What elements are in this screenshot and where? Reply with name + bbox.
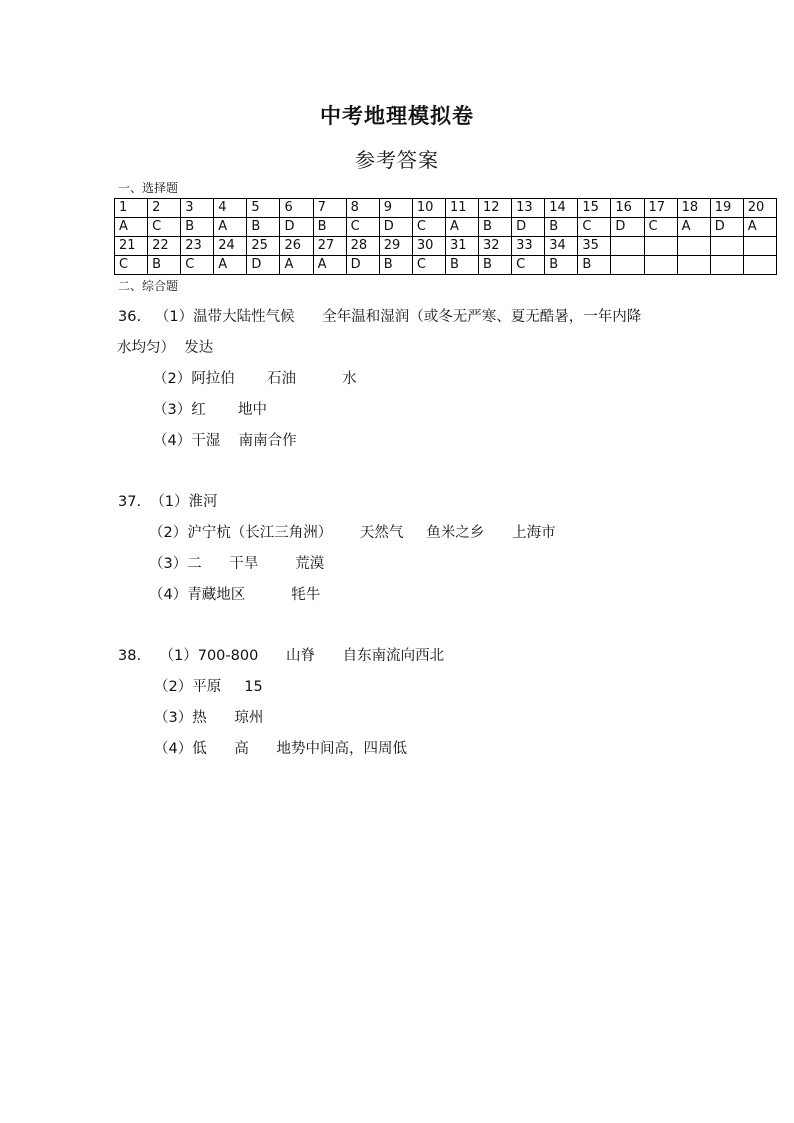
answer-cell bbox=[743, 256, 776, 275]
question-number-cell: 9 bbox=[379, 199, 412, 218]
section-multiple-choice-label: 一、选择题 bbox=[118, 181, 179, 195]
question-number-cell bbox=[677, 237, 710, 256]
answer-cell: A bbox=[743, 218, 776, 237]
question-number-cell: 7 bbox=[313, 199, 346, 218]
answer-cell bbox=[710, 256, 743, 275]
answer-cell: B bbox=[181, 218, 214, 237]
question-number-cell: 33 bbox=[512, 237, 545, 256]
answer-cell: C bbox=[578, 218, 611, 237]
answer-cell: A bbox=[214, 256, 247, 275]
answer-cell: B bbox=[479, 256, 512, 275]
question-number-cell: 14 bbox=[545, 199, 578, 218]
answer-cell: B bbox=[313, 218, 346, 237]
answer-cell bbox=[677, 256, 710, 275]
answer-cell: D bbox=[611, 218, 644, 237]
question-number-cell: 6 bbox=[280, 199, 313, 218]
answer-cell: C bbox=[181, 256, 214, 275]
answer-cell: A bbox=[313, 256, 346, 275]
page-subtitle: 参考答案 bbox=[355, 148, 439, 172]
answer-cell: A bbox=[115, 218, 148, 237]
answer-cell: C bbox=[512, 256, 545, 275]
answer-cell: B bbox=[545, 256, 578, 275]
q37-line-1: 37. （1）淮河 bbox=[118, 494, 218, 510]
answer-cell: A bbox=[445, 218, 478, 237]
q36-answer-2: （2）阿拉伯 石油 水 bbox=[153, 371, 357, 387]
answer-table bbox=[114, 198, 777, 275]
q37-answer-2: （2）沪宁杭（长江三角洲） 天然气 鱼米之乡 上海市 bbox=[149, 525, 556, 541]
q37-answer-4: （4）青藏地区 牦牛 bbox=[149, 587, 321, 603]
question-number-row bbox=[115, 237, 777, 256]
question-number-cell: 5 bbox=[247, 199, 280, 218]
answer-cell: C bbox=[644, 218, 677, 237]
answer-cell: B bbox=[545, 218, 578, 237]
q36-answer-3: （3）红 地中 bbox=[153, 402, 267, 418]
question-number-cell: 35 bbox=[578, 237, 611, 256]
answer-cell: C bbox=[148, 218, 181, 237]
question-number-cell: 31 bbox=[445, 237, 478, 256]
question-number-cell: 4 bbox=[214, 199, 247, 218]
question-number-cell: 3 bbox=[181, 199, 214, 218]
q36-answer-4: （4）干湿 南南合作 bbox=[153, 433, 297, 449]
question-number-cell: 15 bbox=[578, 199, 611, 218]
q36-line-2: 水均匀） 发达 bbox=[117, 340, 214, 356]
question-number-cell: 2 bbox=[148, 199, 181, 218]
q37-answer-3: （3）二 干旱 荒漠 bbox=[149, 556, 325, 572]
answer-cell: B bbox=[445, 256, 478, 275]
answer-cell: C bbox=[412, 256, 445, 275]
answer-cell: B bbox=[247, 218, 280, 237]
question-number-cell: 21 bbox=[115, 237, 148, 256]
question-number-cell: 20 bbox=[743, 199, 776, 218]
question-number-cell: 1 bbox=[115, 199, 148, 218]
question-number-cell: 22 bbox=[148, 237, 181, 256]
q38-answer-3: （3）热 琼州 bbox=[154, 710, 264, 726]
answer-cell: D bbox=[247, 256, 280, 275]
question-number-cell bbox=[743, 237, 776, 256]
question-number-cell: 17 bbox=[644, 199, 677, 218]
question-number-cell bbox=[611, 237, 644, 256]
answer-cell: C bbox=[115, 256, 148, 275]
answer-cell: B bbox=[479, 218, 512, 237]
question-number-cell: 19 bbox=[710, 199, 743, 218]
q38-answer-2: （2）平原 15 bbox=[154, 679, 263, 695]
question-number-cell: 12 bbox=[479, 199, 512, 218]
question-number-cell: 30 bbox=[412, 237, 445, 256]
answer-cell bbox=[611, 256, 644, 275]
q36-line-1: 36. （1）温带大陆性气候 全年温和湿润（或冬无严寒、夏无酷暑，一年内降 bbox=[118, 309, 642, 325]
answer-cell bbox=[644, 256, 677, 275]
question-number-cell: 11 bbox=[445, 199, 478, 218]
answer-cell: B bbox=[379, 256, 412, 275]
answer-row bbox=[115, 256, 777, 275]
answer-cell: C bbox=[346, 218, 379, 237]
answer-cell: C bbox=[412, 218, 445, 237]
page-title: 中考地理模拟卷 bbox=[320, 104, 474, 128]
question-number-cell: 25 bbox=[247, 237, 280, 256]
question-number-cell: 27 bbox=[313, 237, 346, 256]
answer-cell: B bbox=[578, 256, 611, 275]
question-number-cell: 23 bbox=[181, 237, 214, 256]
question-number-cell: 18 bbox=[677, 199, 710, 218]
answer-cell: A bbox=[677, 218, 710, 237]
question-number-cell: 28 bbox=[346, 237, 379, 256]
answer-cell: D bbox=[512, 218, 545, 237]
answer-cell: A bbox=[280, 256, 313, 275]
question-number-cell: 16 bbox=[611, 199, 644, 218]
answer-cell: D bbox=[379, 218, 412, 237]
question-number-cell: 13 bbox=[512, 199, 545, 218]
question-number-cell: 29 bbox=[379, 237, 412, 256]
answer-cell: A bbox=[214, 218, 247, 237]
question-number-cell: 34 bbox=[545, 237, 578, 256]
question-number-cell bbox=[644, 237, 677, 256]
section-comprehensive-label: 二、综合题 bbox=[118, 279, 179, 293]
question-number-cell: 8 bbox=[346, 199, 379, 218]
q38-line-1: 38. （1）700-800 山脊 自东南流向西北 bbox=[118, 648, 445, 664]
question-number-cell: 10 bbox=[412, 199, 445, 218]
q38-answer-4: （4）低 高 地势中间高，四周低 bbox=[154, 741, 408, 757]
question-number-row bbox=[115, 199, 777, 218]
answer-row bbox=[115, 218, 777, 237]
answer-cell: D bbox=[710, 218, 743, 237]
question-number-cell bbox=[710, 237, 743, 256]
answer-cell: B bbox=[148, 256, 181, 275]
answer-cell: D bbox=[346, 256, 379, 275]
question-number-cell: 24 bbox=[214, 237, 247, 256]
question-number-cell: 32 bbox=[479, 237, 512, 256]
question-number-cell: 26 bbox=[280, 237, 313, 256]
answer-cell: D bbox=[280, 218, 313, 237]
